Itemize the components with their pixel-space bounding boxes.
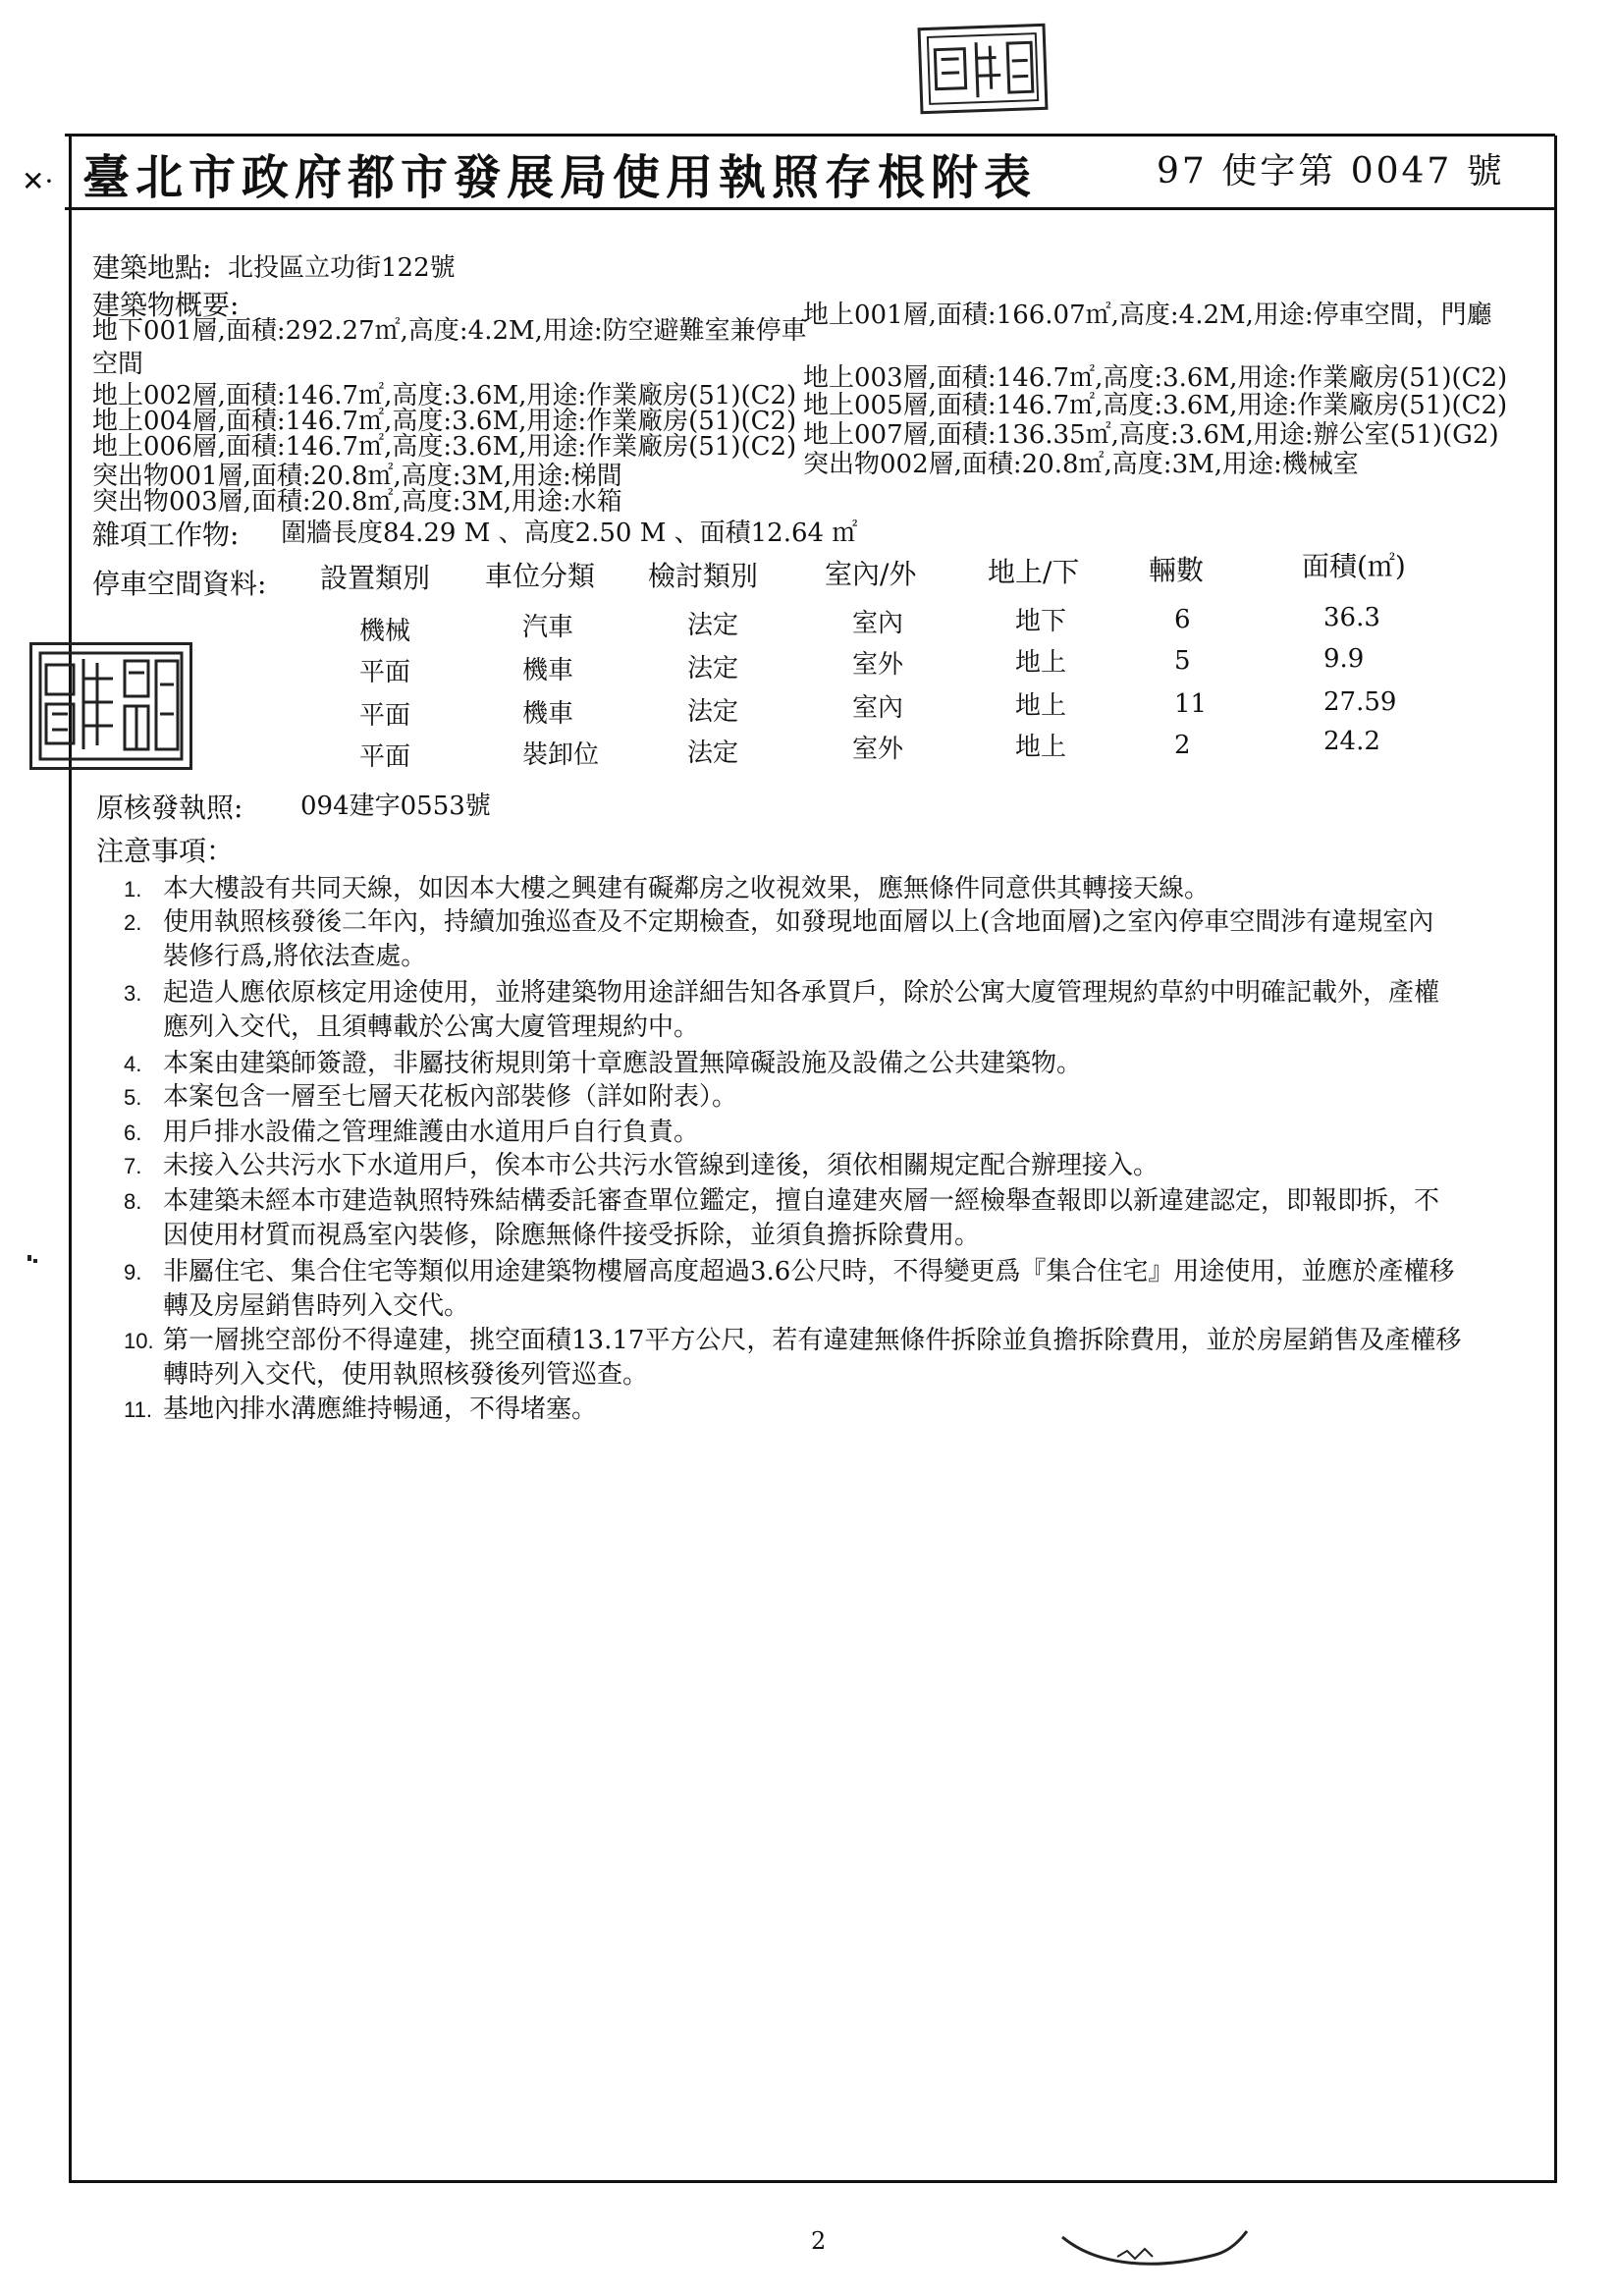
overview-right-line: 地上001層,面積:166.07㎡,高度:4.2M,用途:停車空間，門廳 xyxy=(803,301,1492,330)
parking-cell: 法定 xyxy=(687,611,739,640)
note-item: 9. 非屬住宅、集合住宅等類似用途建築物樓層高度超過3.6公尺時，不得變更爲『集合住宅』用途使用，並應於產權移 轉及房屋銷售時列入交代。 xyxy=(124,1255,1537,1323)
parking-cell: 裝卸位 xyxy=(522,740,600,770)
misc-works-value: 圍牆長度84.29 M 、高度2.50 M 、面積12.64 ㎡ xyxy=(281,519,858,548)
site-value: 北投區立功街122號 xyxy=(228,253,456,283)
note-item: 4. 本案由建築師簽證，非屬技術規則第十章應設置無障礙設施及設備之公共建築物。 xyxy=(124,1049,1083,1078)
margin-dot xyxy=(27,1255,31,1261)
parking-cell: 11 xyxy=(1174,689,1208,719)
parking-cell: 汽車 xyxy=(522,613,574,642)
note-text: 本建築未經本市建造執照特殊結構委託審查單位鑑定，擅自違建夾層一經檢舉查報即以新違建認定，即報即拆，不 xyxy=(163,1186,1440,1216)
parking-cell: 平面 xyxy=(359,658,411,687)
parking-cell: 機車 xyxy=(522,699,574,729)
parking-header: 地上/下 xyxy=(988,556,1080,588)
note-item: 10. 第一層挑空部份不得違建，挑空面積13.17平方公尺，若有違建無條件拆除並負擔拆除費用，並於房屋銷售及產權移 轉時列入交代，使用執照核發後列管巡查。 xyxy=(124,1324,1537,1392)
note-text: 轉及房屋銷售時列入交代。 xyxy=(163,1291,470,1321)
note-text: 用戶排水設備之管理維護由水道用戶自行負責。 xyxy=(163,1118,700,1147)
official-seal-left xyxy=(29,642,192,770)
parking-cell: 法定 xyxy=(687,697,739,727)
parking-header: 室內/外 xyxy=(825,558,917,590)
parking-cell: 地上 xyxy=(1015,691,1067,721)
note-item: 3. 起造人應依原核定用途使用，並將建築物用途詳細告知各承買戶，除於公寓大廈管理規約草約中明確記載外，產權 應列入交代，且須轉載於公寓大廈管理規約中。 xyxy=(124,976,1537,1044)
document-title: 臺北市政府都市發展局使用執照存根附表 xyxy=(82,150,1038,205)
note-item: 11. 基地內排水溝應維持暢通，不得堵塞。 xyxy=(124,1394,598,1424)
margin-mark: ✕· xyxy=(22,165,54,197)
note-text: 轉時列入交代，使用執照核發後列管巡查。 xyxy=(163,1360,649,1390)
parking-header: 檢討類別 xyxy=(648,560,759,592)
parking-cell: 室外 xyxy=(852,735,904,764)
parking-cell: 6 xyxy=(1174,605,1191,634)
parking-header: 設置類別 xyxy=(320,562,431,594)
parking-cell: 機械 xyxy=(359,617,411,646)
note-item: 6. 用戶排水設備之管理維護由水道用戶自行負責。 xyxy=(124,1118,700,1147)
overview-left-line: 地上006層,面積:146.7㎡,高度:3.6M,用途:作業廠房(51)(C2) xyxy=(92,432,797,462)
note-text: 裝修行爲,將依法查處。 xyxy=(163,942,427,971)
parking-cell: 9.9 xyxy=(1323,644,1365,674)
parking-header: 車位分類 xyxy=(485,560,596,592)
overview-right-line: 突出物002層,面積:20.8㎡,高度:3M,用途:機械室 xyxy=(803,450,1359,479)
parking-cell: 36.3 xyxy=(1323,603,1380,632)
official-seal-top xyxy=(918,24,1049,114)
original-permit-label: 原核發執照: xyxy=(96,792,243,824)
note-item: 7. 未接入公共污水下水道用戶，俟本市公共污水管線到達後，須依相關規定配合辦理接入。 xyxy=(124,1151,1160,1180)
parking-cell: 室外 xyxy=(852,650,904,680)
note-item: 1. 本大樓設有共同天線，如因本大樓之興建有礙鄰房之收視效果，應無條件同意供其轉接天線。 xyxy=(124,874,1211,903)
margin-dot xyxy=(33,1259,37,1263)
parking-header: 面積(㎡) xyxy=(1302,550,1406,582)
parking-cell: 地下 xyxy=(1015,607,1067,636)
parking-cell: 室內 xyxy=(852,609,904,638)
note-item: 8. 本建築未經本市建造執照特殊結構委託審查單位鑑定，擅自違建夾層一經檢舉查報即以新違建認定，即報即拆，不 因使用材質而視爲室內裝修，除應無條件接受拆除，並須負擔拆除費用。 xyxy=(124,1184,1537,1252)
page-number: 2 xyxy=(811,2227,827,2255)
parking-cell: 平面 xyxy=(359,701,411,731)
note-text: 第一層挑空部份不得違建，挑空面積13.17平方公尺，若有違建無條件拆除並負擔拆除費用，並於房屋銷售及產權移 xyxy=(163,1326,1462,1355)
overview-right-line: 地上005層,面積:146.7㎡,高度:3.6M,用途:作業廠房(51)(C2) xyxy=(803,391,1508,420)
parking-cell: 平面 xyxy=(359,742,411,772)
overview-left-line: 地上002層,面積:146.7㎡,高度:3.6M,用途:作業廠房(51)(C2) xyxy=(92,381,797,410)
note-text: 非屬住宅、集合住宅等類似用途建築物樓層高度超過3.6公尺時，不得變更爲『集合住宅』用途使用，並應於產權移 xyxy=(163,1257,1455,1286)
note-text: 本案包含一層至七層天花板內部裝修（詳如附表）。 xyxy=(163,1082,738,1112)
note-text: 基地內排水溝應維持暢通，不得堵塞。 xyxy=(163,1394,598,1424)
parking-cell: 27.59 xyxy=(1323,687,1397,717)
note-text: 本案由建築師簽證，非屬技術規則第十章應設置無障礙設施及設備之公共建築物。 xyxy=(163,1049,1083,1078)
overview-right-line: 地上003層,面積:146.7㎡,高度:3.6M,用途:作業廠房(51)(C2) xyxy=(803,363,1508,393)
parking-cell: 2 xyxy=(1174,731,1191,760)
parking-cell: 室內 xyxy=(852,693,904,723)
site-label: 建築地點: xyxy=(92,251,212,284)
parking-cell: 地上 xyxy=(1015,648,1067,678)
overview-left-line: 地下001層,面積:292.27㎡,高度:4.2M,用途:防空避難室兼停車 xyxy=(92,316,807,346)
parking-header: 輛數 xyxy=(1149,554,1205,586)
parking-cell: 地上 xyxy=(1015,733,1067,762)
overview-left-line: 突出物001層,面積:20.8㎡,高度:3M,用途:梯間 xyxy=(92,462,622,491)
original-permit-value: 094建字0553號 xyxy=(300,792,491,821)
overview-left-line: 突出物003層,面積:20.8㎡,高度:3M,用途:水箱 xyxy=(92,487,622,517)
seal-pattern-icon xyxy=(32,645,189,767)
note-item: 2. 使用執照核發後二年內，持續加強巡查及不定期檢查，如發現地面層以上(含地面層)之室內停車空間涉有違規室內 裝修行爲,將依法查處。 xyxy=(124,905,1537,973)
note-item: 5. 本案包含一層至七層天花板內部裝修（詳如附表）。 xyxy=(124,1082,738,1112)
note-text: 應列入交代，且須轉載於公寓大廈管理規約中。 xyxy=(163,1012,700,1042)
overview-right-line: 地上007層,面積:136.35㎡,高度:3.6M,用途:辦公室(51)(G2) xyxy=(803,420,1499,450)
parking-cell: 法定 xyxy=(687,738,739,768)
note-text: 因使用材質而視爲室內裝修，除應無條件接受拆除，並須負擔拆除費用。 xyxy=(163,1221,981,1250)
parking-label: 停車空間資料: xyxy=(92,568,267,600)
notes-label: 注意事項： xyxy=(96,835,235,867)
note-text: 使用執照核發後二年內，持續加強巡查及不定期檢查，如發現地面層以上(含地面層)之室內停車空間涉有違規室內 xyxy=(163,907,1434,937)
note-text: 本大樓設有共同天線，如因本大樓之興建有礙鄰房之收視效果，應無條件同意供其轉接天線。 xyxy=(163,874,1211,903)
parking-cell: 24.2 xyxy=(1323,727,1380,756)
note-text: 起造人應依原核定用途使用，並將建築物用途詳細告知各承買戶，除於公寓大廈管理規約草約中明確記載外，產權 xyxy=(163,978,1440,1008)
parking-cell: 5 xyxy=(1174,646,1191,676)
signature-mark-icon xyxy=(1058,2227,1255,2286)
misc-works-label: 雜項工作物: xyxy=(92,519,240,551)
overview-left-line: 地上004層,面積:146.7㎡,高度:3.6M,用途:作業廠房(51)(C2) xyxy=(92,407,797,436)
note-text: 未接入公共污水下水道用戶，俟本市公共污水管線到達後，須依相關規定配合辦理接入。 xyxy=(163,1151,1160,1180)
overview-label: 建築物概要: xyxy=(92,289,240,321)
overview-left-line: 空間 xyxy=(92,350,144,379)
parking-cell: 法定 xyxy=(687,654,739,683)
permit-number: 97 使字第 0047 號 xyxy=(1157,151,1505,191)
seal-pattern-icon xyxy=(921,27,1046,111)
parking-cell: 機車 xyxy=(522,656,574,685)
